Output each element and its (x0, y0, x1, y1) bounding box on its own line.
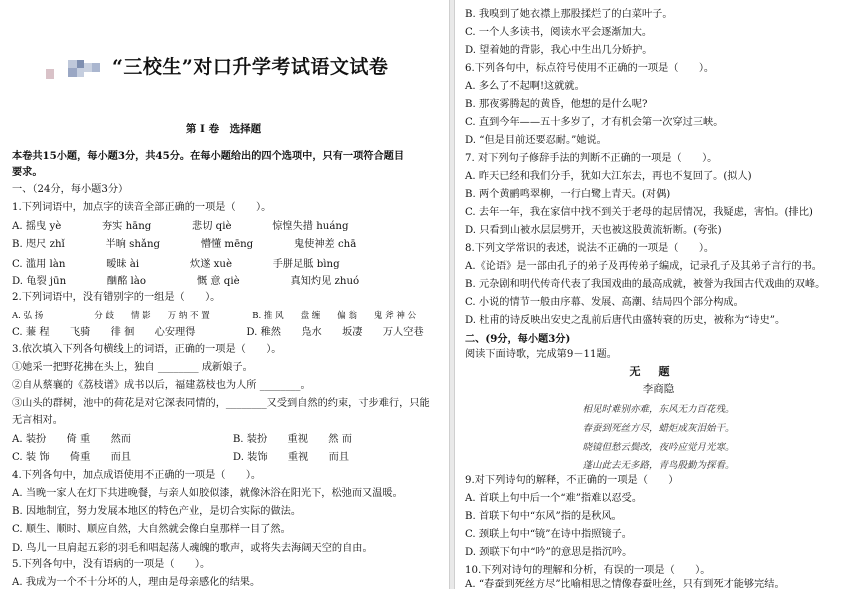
text-line: A.《论语》是一部由孔子的弟子及再传弟子编成，记录孔子及其弟子言行的书。 (465, 261, 822, 272)
text-line: A. 多么了不起啊!这就就。 (465, 81, 585, 92)
text-line: C. 滥用 làn 暧昧 ài 炊遂 xuè 手胼足胝 bìng (12, 259, 340, 270)
text-line: B. 咫尺 zhǐ 半晌 shǎng 懵懂 mēng 鬼使神差 chā (12, 239, 357, 250)
text-line: ①她采一把野花拂在头上，独自 ________ 成新娘子。 (12, 362, 253, 373)
text-line: B. 因地制宜，努力发展本地区的特色产业，是切合实际的做法。 (12, 506, 302, 517)
text-line: A. 首联上句中后一个“难”指难以忍受。 (465, 493, 643, 504)
text-line: C. 颈联上句中“镜”在诗中指照镜子。 (465, 529, 632, 540)
section-heading: 第 I 卷 选择题 (185, 123, 262, 135)
text-line: 5.下列各句中，没有语病的一项是（ ）。 (12, 559, 211, 570)
text-line: ③山头的群树，池中的荷花是对它深表同情的，________又受到自然的约束，寸步难行，只能 (12, 398, 430, 409)
text-line: 无言相对。 (12, 415, 63, 426)
text-line: B. 元杂剧和明代传奇代表了我国戏曲的最高成就，被誉为我国古代戏曲的双峰。 (465, 279, 826, 290)
text-line: C. 顺生、顺时、顺应自然，大自然就会像白皇那样一目了然。 (12, 524, 291, 535)
text-line: 10.下列对诗句的理解和分析，有误的一项是（ ）。 (465, 565, 711, 576)
text-line: 8.下列文学常识的表述，说法不正确的一项是（ ）。 (465, 243, 715, 254)
poem-verse: 蓬山此去无多路，青鸟殷勤为探看。 (582, 460, 735, 471)
text-line: D. 只看到山被水层层劈开，天也被这股黄流斩断。(夸张) (465, 225, 722, 236)
text-line: D. 龟裂 jūn 酗酩 lào 慨 意 qiè 真知灼见 zhuó (12, 276, 360, 287)
text-line: 一、（24分，每小题3分） (12, 184, 129, 195)
text-line: B. 两个黄鹂鸣翠柳，一行白鹭上青天。(对偶) (465, 189, 671, 200)
exam-title: “三校生”对口升学考试语文试卷 (112, 56, 389, 78)
text-line: 二、(9分，每小题3分) (465, 333, 571, 345)
text-line: C. 小说的情节一般由序幕、发展、高潮、结局四个部分构成。 (465, 297, 744, 308)
page-divider (449, 0, 455, 589)
text-line: ②自从蔡襄的《荔枝谱》成书以后，福建荔枝也为人所 ________。 (12, 380, 311, 391)
poem-title: 无题 (629, 365, 688, 378)
text-line: B. 那夜雾腾起的黄昏，他想的是什么呢? (465, 99, 648, 110)
poem-author: 李商隐 (642, 383, 675, 395)
text-line: 阅读下面诗歌，完成第9－11题。 (465, 349, 617, 360)
text-line: 3.依次填入下列各句横线上的词语，正确的一项是（ ）。 (12, 344, 282, 355)
text-line: 9.对下列诗句的解释，不正确的一项是（ ） (465, 475, 679, 486)
text-line: 7. 对下列句子修辞手法的判断不正确的一项是（ ）。 (465, 153, 718, 164)
text-line: D. 望着她的背影，我心中生出几分娇护。 (465, 45, 653, 56)
text-line: 本卷共15小题，每小题3分，共45分。在每小题给出的四个选项中，只有一项符合题目 (12, 150, 405, 162)
text-line: A. 昨天已经和我们分手，犹如大江东去，再也不复回了。(拟人) (465, 171, 752, 182)
text-line: D. 颈联下句中“吟”的意思是指沉吟。 (465, 547, 633, 558)
text-line: 要求。 (12, 166, 43, 178)
text-line: 6.下列各句中，标点符号使用不正确的一项是（ ）。 (465, 63, 715, 74)
text-line: C. 装 饰 倚重 而且 D. 装饰 重视 而且 (12, 452, 350, 463)
text-line: B. 我嗅到了她衣襟上那股揉烂了的白菜叶子。 (465, 9, 673, 20)
text-line: A. 装扮 倚 重 然而 B. 装扮 重视 然 而 (12, 434, 352, 445)
text-line: A. 弘 扬 分 歧 情 影 万 纳 不 置 B. 推 风 盘 缠 偏 翁 鬼 斧 神 公 (12, 311, 417, 321)
text-line: C. 蒹 程 飞骑 徘 徊 心安理得 D. 稚然 凫水 坂凄 万人空巷 (12, 327, 424, 338)
poem-verse: 相见时难别亦难，东风无力百花残。 (582, 404, 735, 415)
text-line: A. 我成为一个不十分坏的人，理由是母亲感化的结果。 (12, 577, 261, 588)
text-line: A. “春蚕到死丝方尽”比喻相思之情像春蚕吐丝，只有到死才能够完结。 (465, 579, 785, 589)
poem-verse: 晓镜但愁云鬓改，夜吟应觉月光寒。 (582, 442, 735, 453)
text-line: 2.下列词语中，没有错别字的一组是（ ）。 (12, 292, 221, 303)
right-page (457, 0, 860, 589)
school-logo-mosaic (46, 60, 106, 84)
text-line: B. 首联下句中“东风”指的是秋风。 (465, 511, 622, 522)
text-line: 4.下列各句中，加点成语使用不正确的一项是（ ）。 (12, 470, 262, 481)
text-line: C. 去年一年，我在家信中找不到关于老母的起居情况，我疑虑，害怕。(排比) (465, 207, 813, 218)
text-line: A. 当晚一家人在灯下共进晚餐，与亲人如胶似漆，就像沐浴在阳光下，松弛而又温暖。 (12, 488, 403, 499)
text-line: C. 一个人多读书，阅读水平会逐渐加大。 (465, 27, 653, 38)
poem-verse: 春蚕到死丝方尽，蜡炬成灰泪始干。 (582, 423, 735, 434)
text-line: C. 直到今年——五十多岁了，才有机会第一次穿过三峡。 (465, 117, 724, 128)
text-line: D. “但是目前还要忍耐。”她说。 (465, 135, 607, 146)
text-line: D. 鸟儿一旦肩起五彩的羽毛和唱起荡人魂魄的歌声，或将失去海阔天空的自由。 (12, 543, 373, 554)
text-line: 1.下列词语中，加点字的读音全部正确的一项是（ ）。 (12, 202, 272, 213)
text-line: A. 摇曳 yè 夯实 hāng 悲切 qiè 惊惶失措 huáng (12, 221, 349, 232)
text-line: D. 杜甫的诗反映出安史之乱前后唐代由盛转衰的历史，被称为“诗史”。 (465, 315, 786, 326)
